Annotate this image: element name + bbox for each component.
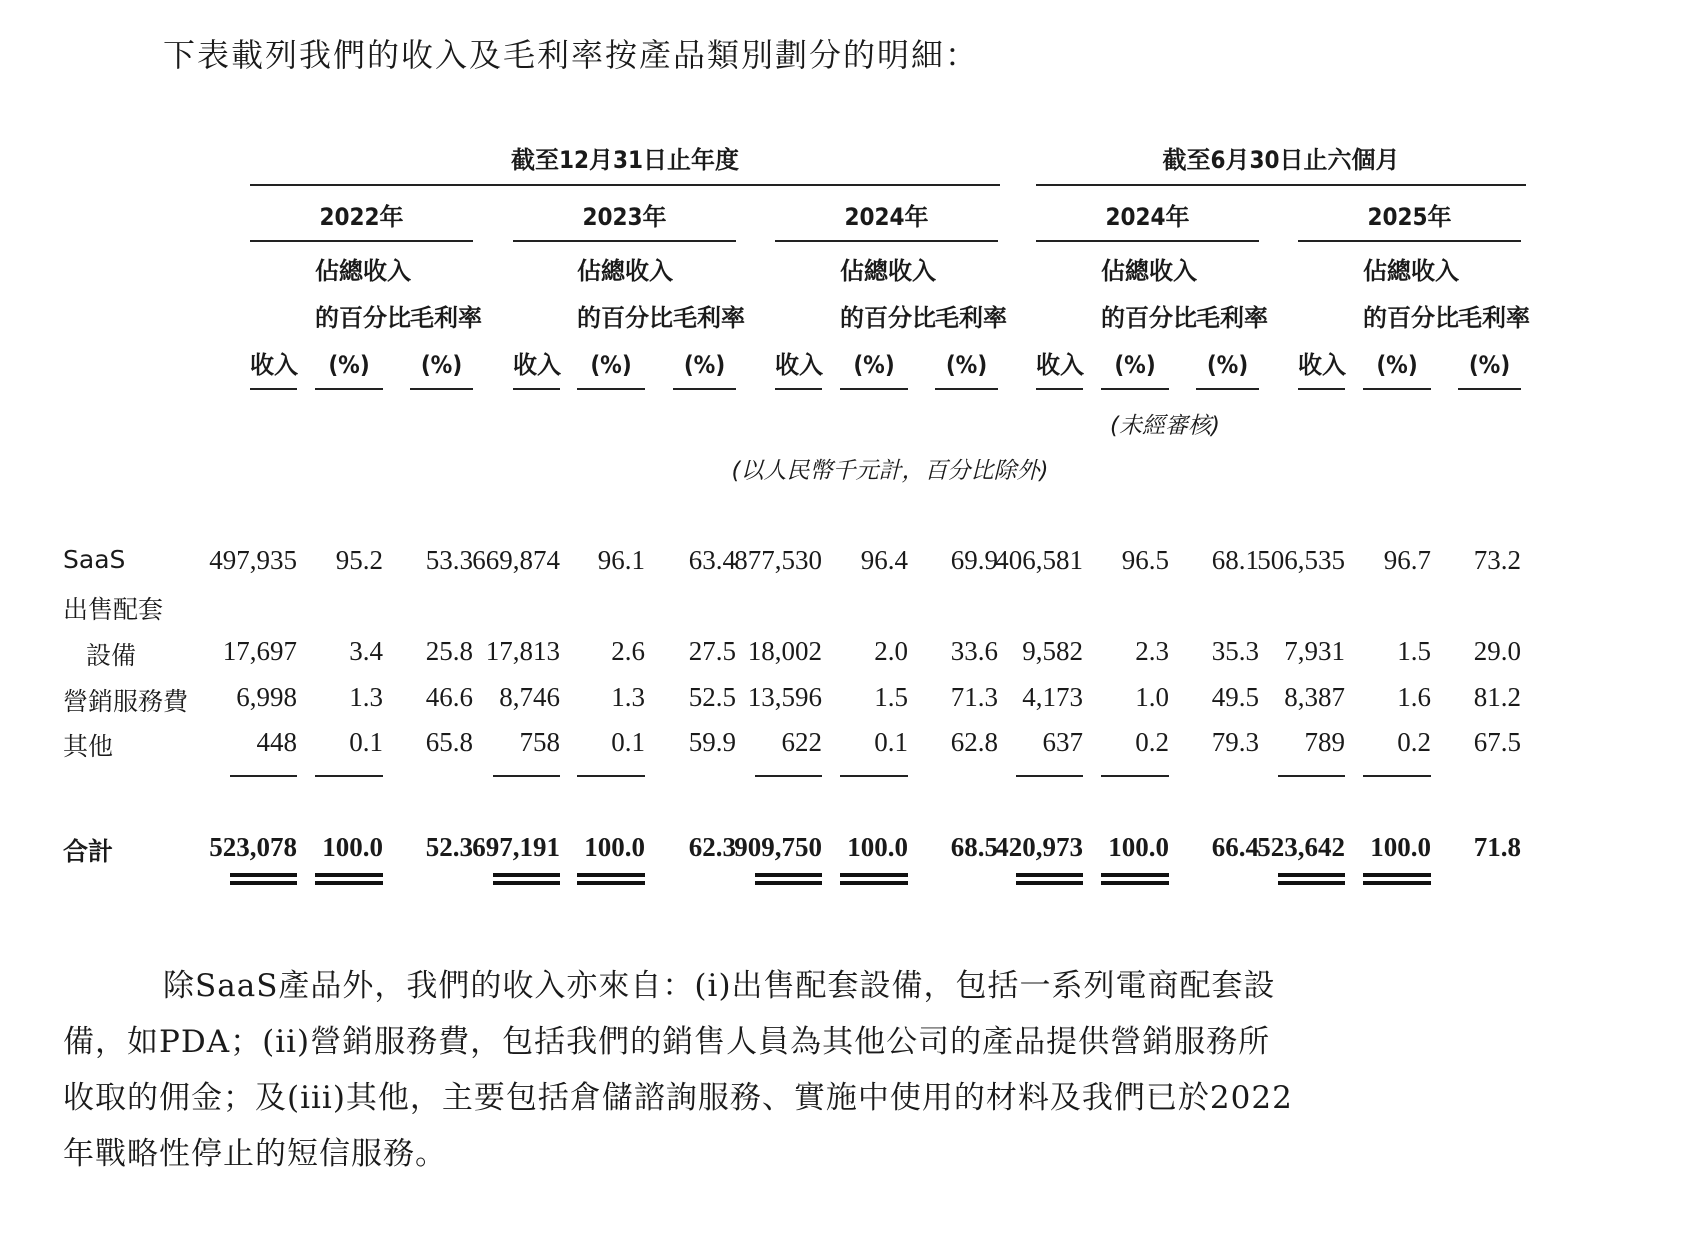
table-cell: 1.5 xyxy=(874,682,908,712)
paragraph-line: 收取的佣金；及(iii)其他，主要包括倉儲諮詢服務、實施中使用的材料及我們已於2022 xyxy=(63,1080,1293,1116)
table-cell: 53.3 xyxy=(425,545,473,575)
col-header-gm-unit: (%) xyxy=(420,351,463,379)
table-cell: 18,002 xyxy=(747,636,822,666)
table-cell: 1.0 xyxy=(1135,682,1169,712)
col-header-pct-unit: (%) xyxy=(1114,351,1156,379)
total-cell: 66.4 xyxy=(1211,832,1259,862)
col-header-pct-unit: (%) xyxy=(1376,351,1418,379)
table-cell: 13,596 xyxy=(747,682,822,712)
col-header-pct-unit: (%) xyxy=(328,351,370,379)
row-label-others: 其他 xyxy=(63,732,114,761)
table-cell: 96.5 xyxy=(1121,545,1169,575)
paragraph-line: 備，如PDA；(ii)營銷服務費，包括我們的銷售人員為其他公司的產品提供營銷服務所 xyxy=(63,1024,1271,1060)
total-double-rule xyxy=(493,873,560,885)
total-cell: 523,078 xyxy=(209,832,297,862)
col-rule xyxy=(775,388,822,390)
year-header: 2023年 xyxy=(582,203,667,231)
table-cell: 59.9 xyxy=(688,727,736,757)
col-header-pct-unit: (%) xyxy=(853,351,895,379)
table-cell: 497,935 xyxy=(209,545,297,575)
table-cell: 67.5 xyxy=(1473,727,1521,757)
total-cell: 523,642 xyxy=(1257,832,1345,862)
subtotal-rule xyxy=(493,775,560,777)
col-header-revenue: 收入 xyxy=(1036,351,1084,379)
total-double-rule xyxy=(577,873,645,885)
col-header-gm-unit: (%) xyxy=(1206,351,1249,379)
total-double-rule xyxy=(1363,873,1431,885)
row-label-saas: SaaS xyxy=(63,545,126,574)
col-header-gm: 毛利率 xyxy=(410,304,482,332)
col-header-revenue: 收入 xyxy=(775,351,823,379)
table-cell: 6,998 xyxy=(236,682,297,712)
total-double-rule xyxy=(1016,873,1083,885)
total-cell: 100.0 xyxy=(1108,832,1169,862)
col-rule xyxy=(1196,388,1259,390)
col-header-pct: 的百分比 xyxy=(1363,304,1459,332)
table-cell: 95.2 xyxy=(335,545,383,575)
col-header-gm-unit: (%) xyxy=(683,351,726,379)
row-label-equipment-cont: 設備 xyxy=(86,641,137,670)
col-rule xyxy=(840,388,908,390)
col-rule xyxy=(1458,388,1521,390)
table-cell: 65.8 xyxy=(425,727,473,757)
table-cell: 637 xyxy=(1042,727,1083,757)
col-header-pct: 佔總收入 xyxy=(840,257,936,285)
total-cell: 62.3 xyxy=(688,832,736,862)
year-rule xyxy=(250,240,473,242)
table-cell: 62.8 xyxy=(950,727,998,757)
col-rule xyxy=(1036,388,1083,390)
table-cell: 96.7 xyxy=(1383,545,1431,575)
col-rule xyxy=(513,388,560,390)
subtotal-rule xyxy=(840,775,908,777)
table-cell: 27.5 xyxy=(688,636,736,666)
paragraph-line: 除SaaS產品外，我們的收入亦來自：(i)出售配套設備，包括一系列電商配套設 xyxy=(163,968,1276,1004)
unaudited-note: (未經審核) xyxy=(1110,413,1220,439)
table-cell: 79.3 xyxy=(1211,727,1259,757)
paragraph xyxy=(63,958,1503,1182)
col-header-pct: 佔總收入 xyxy=(315,257,411,285)
col-header-gm: 毛利率 xyxy=(1196,304,1268,332)
col-header-pct-unit: (%) xyxy=(590,351,632,379)
table-cell: 0.1 xyxy=(611,727,645,757)
subtotal-rule xyxy=(1101,775,1169,777)
total-double-rule xyxy=(1101,873,1169,885)
table-cell: 8,387 xyxy=(1284,682,1345,712)
unit-note: (以人民幣千元計，百分比除外) xyxy=(731,458,1049,484)
total-cell: 420,973 xyxy=(995,832,1083,862)
subtotal-rule xyxy=(577,775,645,777)
table-cell: 1.3 xyxy=(611,682,645,712)
total-double-rule xyxy=(840,873,908,885)
table-cell: 2.6 xyxy=(611,636,645,666)
table-cell: 789 xyxy=(1304,727,1345,757)
row-label-equipment: 出售配套 xyxy=(63,595,164,624)
total-cell: 100.0 xyxy=(847,832,908,862)
total-double-rule xyxy=(1278,873,1345,885)
total-cell: 909,750 xyxy=(734,832,822,862)
year-header: 2025年 xyxy=(1367,203,1452,231)
total-cell: 697,191 xyxy=(472,832,560,862)
table-cell: 1.6 xyxy=(1397,682,1431,712)
table-cell: 73.2 xyxy=(1473,545,1521,575)
table-cell: 669,874 xyxy=(472,545,560,575)
table-cell: 49.5 xyxy=(1211,682,1259,712)
table-cell: 96.4 xyxy=(860,545,908,575)
table-cell: 33.6 xyxy=(950,636,998,666)
paragraph-line: 年戰略性停止的短信服務。 xyxy=(63,1136,447,1172)
col-rule xyxy=(1101,388,1169,390)
table-cell: 46.6 xyxy=(425,682,473,712)
col-rule xyxy=(673,388,736,390)
table-cell: 0.1 xyxy=(349,727,383,757)
col-rule xyxy=(1298,388,1345,390)
col-header-pct: 的百分比 xyxy=(315,304,411,332)
table-cell: 2.3 xyxy=(1135,636,1169,666)
subtotal-rule xyxy=(315,775,383,777)
table-cell: 4,173 xyxy=(1022,682,1083,712)
table-cell: 1.5 xyxy=(1397,636,1431,666)
table-cell: 1.3 xyxy=(349,682,383,712)
period-header-annual: 截至12月31日止年度 xyxy=(510,146,740,174)
table-cell: 96.1 xyxy=(597,545,645,575)
table-cell: 68.1 xyxy=(1211,545,1259,575)
table-cell: 0.1 xyxy=(874,727,908,757)
table-cell: 8,746 xyxy=(499,682,560,712)
col-header-pct: 的百分比 xyxy=(1101,304,1197,332)
total-cell: 100.0 xyxy=(584,832,645,862)
total-cell: 52.3 xyxy=(425,832,473,862)
table-cell: 758 xyxy=(519,727,560,757)
table-cell: 506,535 xyxy=(1257,545,1345,575)
row-label-marketing: 營銷服務費 xyxy=(63,687,189,716)
year-header: 2024年 xyxy=(844,203,929,231)
total-double-rule xyxy=(755,873,822,885)
year-rule xyxy=(775,240,998,242)
subtotal-rule xyxy=(1016,775,1083,777)
year-rule xyxy=(513,240,736,242)
total-cell: 100.0 xyxy=(322,832,383,862)
intro-text: 下表載列我們的收入及毛利率按產品類別劃分的明細： xyxy=(163,36,980,74)
subtotal-rule xyxy=(1363,775,1431,777)
table-cell: 406,581 xyxy=(995,545,1083,575)
table-cell: 0.2 xyxy=(1397,727,1431,757)
total-double-rule xyxy=(315,873,383,885)
total-cell: 68.5 xyxy=(950,832,998,862)
col-header-pct: 佔總收入 xyxy=(1101,257,1197,285)
table-cell: 17,697 xyxy=(222,636,297,666)
col-rule xyxy=(250,388,297,390)
col-header-gm: 毛利率 xyxy=(1458,304,1530,332)
year-header: 2024年 xyxy=(1105,203,1190,231)
col-header-revenue: 收入 xyxy=(1298,351,1346,379)
total-double-rule xyxy=(230,873,297,885)
year-header: 2022年 xyxy=(319,203,404,231)
col-rule xyxy=(1363,388,1431,390)
col-header-pct: 的百分比 xyxy=(840,304,936,332)
col-header-revenue: 收入 xyxy=(250,351,298,379)
table-cell: 35.3 xyxy=(1211,636,1259,666)
col-header-pct: 的百分比 xyxy=(577,304,673,332)
period-rule-interim xyxy=(1036,184,1526,186)
subtotal-rule xyxy=(230,775,297,777)
table-cell: 622 xyxy=(781,727,822,757)
table-cell: 52.5 xyxy=(688,682,736,712)
year-rule xyxy=(1036,240,1259,242)
subtotal-rule xyxy=(755,775,822,777)
table-cell: 2.0 xyxy=(874,636,908,666)
table-cell: 7,931 xyxy=(1284,636,1345,666)
period-rule-annual xyxy=(250,184,1000,186)
table-cell: 17,813 xyxy=(485,636,560,666)
col-header-gm: 毛利率 xyxy=(935,304,1007,332)
table-cell: 9,582 xyxy=(1022,636,1083,666)
col-rule xyxy=(315,388,383,390)
table-cell: 448 xyxy=(256,727,297,757)
table-cell: 877,530 xyxy=(734,545,822,575)
table-cell: 81.2 xyxy=(1473,682,1521,712)
row-label-total: 合計 xyxy=(63,837,114,866)
col-rule xyxy=(410,388,473,390)
total-cell: 100.0 xyxy=(1370,832,1431,862)
year-rule xyxy=(1298,240,1521,242)
col-header-pct: 佔總收入 xyxy=(1363,257,1459,285)
table-cell: 69.9 xyxy=(950,545,998,575)
period-header-interim: 截至6月30日止六個月 xyxy=(1162,146,1400,174)
col-header-pct: 佔總收入 xyxy=(577,257,673,285)
col-header-gm: 毛利率 xyxy=(673,304,745,332)
table-cell: 25.8 xyxy=(425,636,473,666)
total-cell: 71.8 xyxy=(1473,832,1521,862)
col-rule xyxy=(577,388,645,390)
table-cell: 29.0 xyxy=(1473,636,1521,666)
col-header-revenue: 收入 xyxy=(513,351,561,379)
table-cell: 71.3 xyxy=(950,682,998,712)
col-header-gm-unit: (%) xyxy=(1468,351,1511,379)
table-cell: 63.4 xyxy=(688,545,736,575)
table-cell: 3.4 xyxy=(349,636,383,666)
table-cell: 0.2 xyxy=(1135,727,1169,757)
subtotal-rule xyxy=(1278,775,1345,777)
col-rule xyxy=(935,388,998,390)
col-header-gm-unit: (%) xyxy=(945,351,988,379)
